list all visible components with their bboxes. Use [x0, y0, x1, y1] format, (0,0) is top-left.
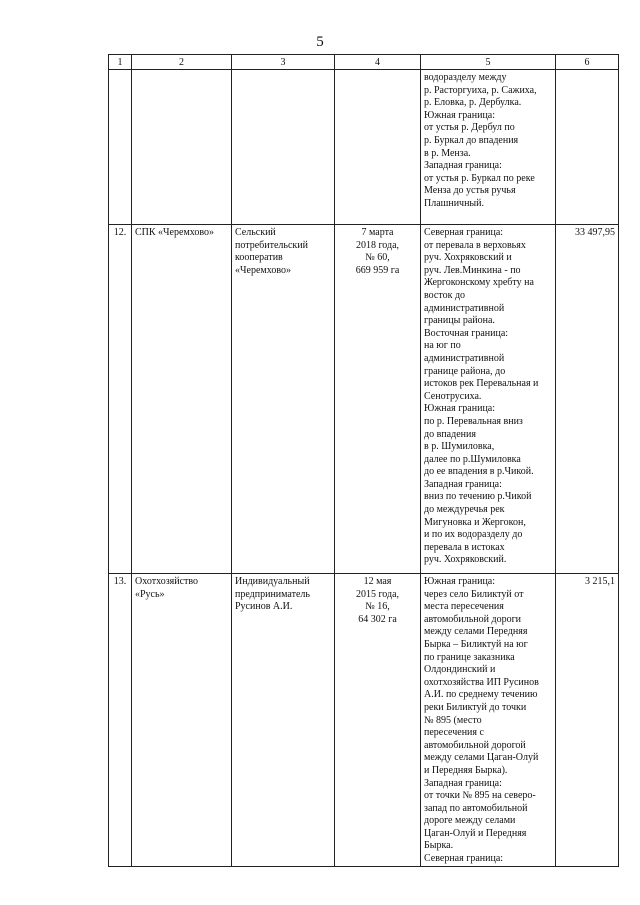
- text-line: Южная граница:: [424, 403, 496, 415]
- user-entity: [232, 574, 335, 867]
- text-line: истоков рек Перевальная и: [424, 378, 539, 390]
- text-line: по р. Перевальная вниз: [424, 415, 523, 427]
- row-number: 13.: [109, 574, 132, 867]
- text-line: руч. Хохряковский и: [424, 252, 512, 264]
- text-line: водоразделу между: [424, 72, 507, 83]
- text-line: предприниматель: [235, 588, 310, 600]
- text-line: дороге между селами: [424, 815, 516, 827]
- text-line: административной: [424, 302, 505, 314]
- text-line: запад по автомобильной: [424, 802, 528, 814]
- text-line: от устья р. Дербул по: [424, 122, 515, 134]
- text-line: 669 959 га: [355, 264, 400, 276]
- text-line: на юг по: [424, 340, 461, 352]
- text-line: Жергоконскому хребту на: [424, 277, 534, 289]
- text-line: Западная граница:: [424, 777, 502, 789]
- boundary-description: [421, 70, 556, 225]
- text-line: Северная граница:: [424, 853, 504, 865]
- text-line: Восточная граница:: [424, 327, 509, 339]
- text-line: 64 302 га: [358, 613, 397, 625]
- text-line: Бырка – Биликтуй на юг: [424, 638, 528, 650]
- text-line: между селами Цаган-Олуй: [424, 752, 539, 764]
- column-header: 5: [421, 55, 556, 70]
- column-header: 6: [556, 55, 619, 70]
- text-line: до впадения: [424, 428, 476, 440]
- text-line: р. Расторгуиха, р. Сажиха,: [424, 84, 537, 96]
- text-line: Охотхозяйство: [135, 576, 199, 587]
- text-line: от точки № 895 на северо-: [424, 790, 536, 802]
- text-line: реки Биликтуй до точки: [424, 701, 527, 713]
- user-entity: [232, 70, 335, 225]
- page-number: 5: [316, 34, 324, 50]
- text-line: до междуречья рек: [424, 504, 505, 516]
- text-line: места пересечения: [424, 601, 504, 613]
- text-line: кооператив: [235, 252, 283, 264]
- text-line: Менза до устья ручья: [424, 185, 516, 197]
- text-line: административной: [424, 352, 505, 364]
- land-allocation-table: [108, 54, 619, 867]
- text-line: вниз по течению р.Чикой: [424, 491, 532, 503]
- text-line: № 60,: [365, 252, 390, 264]
- text-line: «Черемхово»: [235, 264, 291, 276]
- area-value: 3 215,1: [556, 574, 619, 867]
- text-line: и Передняя Бырка).: [424, 764, 508, 776]
- text-line: Сельский: [235, 227, 276, 238]
- text-line: Северная граница:: [424, 227, 504, 238]
- text-line: 12 мая: [363, 576, 392, 587]
- text-line: Западная граница:: [424, 478, 502, 490]
- text-line: Южная граница:: [424, 109, 496, 121]
- text-line: далее по р.Шумиловка: [424, 453, 521, 465]
- text-line: границы района.: [424, 315, 495, 327]
- text-line: 7 марта: [361, 227, 394, 238]
- text-line: р. Буркал до впадения: [424, 134, 519, 146]
- text-line: Сенотрусиха.: [424, 390, 482, 402]
- column-header: 3: [232, 55, 335, 70]
- text-line: «Русь»: [135, 588, 165, 600]
- text-line: СПК «Черемхово»: [135, 227, 215, 238]
- text-line: через село Биликтуй от: [424, 588, 524, 600]
- text-line: автомобильной дороги: [424, 613, 522, 625]
- text-line: в р. Менза.: [424, 147, 471, 159]
- table-row: [109, 70, 619, 225]
- column-header: 4: [335, 55, 421, 70]
- agreement-details: [335, 70, 421, 225]
- text-line: Южная граница:: [424, 576, 496, 587]
- agreement-details: [335, 574, 421, 867]
- agreement-details: [335, 225, 421, 574]
- text-line: Бырка.: [424, 840, 454, 852]
- text-line: перевала в истоках: [424, 541, 505, 553]
- row-number: [109, 70, 132, 225]
- text-line: до ее впадения в р.Чикой.: [424, 466, 534, 478]
- column-header: 2: [132, 55, 232, 70]
- area-value: [556, 70, 619, 225]
- text-line: от устья р. Буркал по реке: [424, 172, 535, 184]
- boundary-description: [421, 225, 556, 574]
- text-line: восток до: [424, 289, 466, 301]
- text-line: пересечения с: [424, 727, 484, 739]
- text-line: границе района, до: [424, 365, 506, 377]
- hunting-area-name: [132, 225, 232, 574]
- text-line: автомобильной дорогой: [424, 739, 526, 751]
- text-line: Индивидуальный: [235, 576, 310, 587]
- text-line: и по их водоразделу до: [424, 529, 523, 541]
- text-line: р. Еловка, р. Дербулка.: [424, 97, 522, 109]
- text-line: Русинов А.И.: [235, 601, 293, 613]
- text-line: Плашничный.: [424, 197, 485, 209]
- hunting-area-name: [132, 574, 232, 867]
- text-line: охотхозяйства ИП Русинов: [424, 676, 539, 688]
- text-line: руч. Хохряковский.: [424, 554, 507, 566]
- text-line: № 895 (место: [424, 714, 482, 726]
- area-value: 33 497,95: [556, 225, 619, 574]
- column-header: 1: [109, 55, 132, 70]
- text-line: Западная граница:: [424, 160, 502, 172]
- table-header-row: [109, 55, 619, 70]
- text-line: 2018 года,: [355, 239, 400, 251]
- hunting-area-name: [132, 70, 232, 225]
- table-row: [109, 574, 619, 867]
- table-row: [109, 225, 619, 574]
- text-line: 2015 года,: [355, 588, 400, 600]
- text-line: А.И. по среднему течению: [424, 689, 538, 701]
- text-line: по границе заказника: [424, 651, 515, 663]
- text-line: потребительский: [235, 239, 308, 251]
- text-line: от перевала в верховьях: [424, 239, 526, 251]
- boundary-description: [421, 574, 556, 867]
- text-line: № 16,: [365, 601, 390, 613]
- text-line: Мигуновка и Жергокон,: [424, 516, 526, 528]
- text-line: Цаган-Олуй и Передняя: [424, 827, 527, 839]
- row-number: 12.: [109, 225, 132, 574]
- text-line: в р. Шумиловка,: [424, 441, 495, 453]
- text-line: Олдондинский и: [424, 664, 496, 676]
- text-line: руч. Лев.Минкина - по: [424, 264, 521, 276]
- text-line: между селами Передняя: [424, 626, 528, 638]
- user-entity: [232, 225, 335, 574]
